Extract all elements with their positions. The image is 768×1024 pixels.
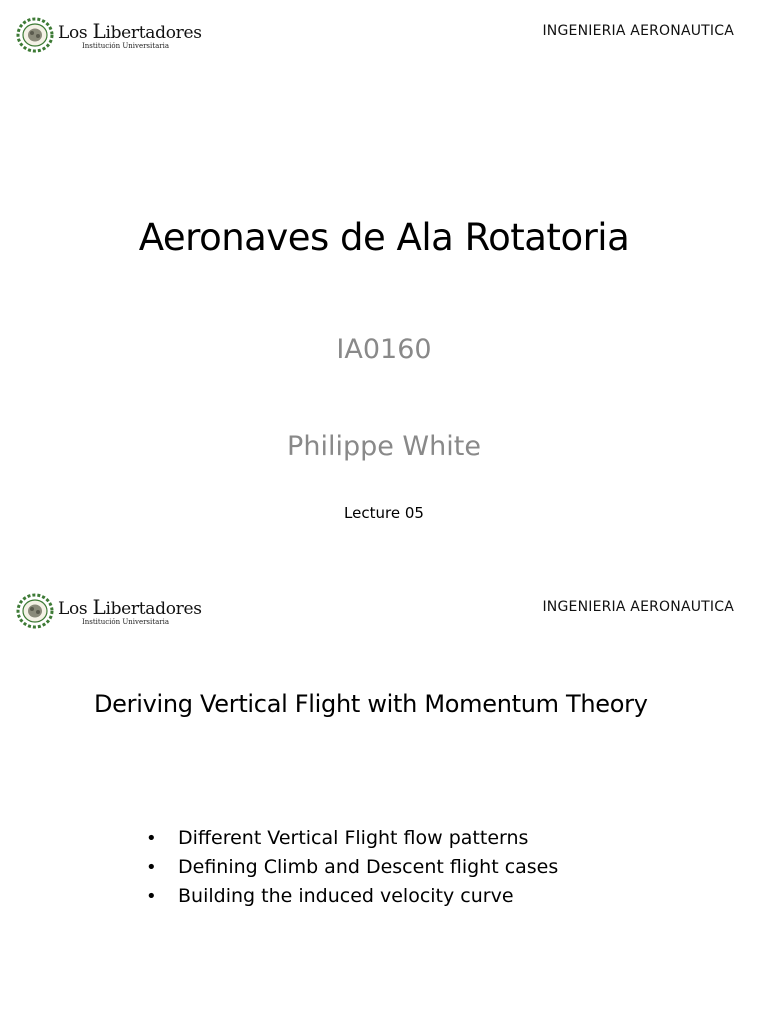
logo-name-initial: L bbox=[92, 594, 106, 619]
list-item bbox=[146, 853, 558, 882]
laurel-seal-icon bbox=[16, 593, 54, 629]
bullet-icon: • bbox=[146, 886, 157, 907]
logo-subtitle: Institución Universitaria bbox=[82, 41, 170, 50]
program-label: INGENIERIA AERONAUTICA bbox=[542, 23, 734, 39]
program-label: INGENIERIA AERONAUTICA bbox=[542, 599, 734, 615]
lecture-number: Lecture 05 bbox=[344, 504, 424, 522]
logo-name-initial: L bbox=[92, 18, 106, 43]
laurel-seal-icon bbox=[16, 17, 54, 53]
content-slide bbox=[0, 576, 768, 1024]
bullet-text: Different Vertical Flight flow patterns bbox=[178, 827, 529, 849]
bullet-icon: • bbox=[146, 857, 157, 878]
logo-name-los: Los bbox=[58, 598, 88, 619]
slide-title: Aeronaves de Ala Rotatoria bbox=[138, 216, 630, 259]
bullet-text: Building the induced velocity curve bbox=[178, 885, 514, 907]
logo-name-rest: ibertadores bbox=[105, 598, 202, 619]
logo-name-los: Los bbox=[58, 22, 88, 43]
logo-name-rest: ibertadores bbox=[105, 22, 202, 43]
university-logo bbox=[16, 17, 202, 53]
course-code: IA0160 bbox=[336, 334, 432, 365]
bullet-icon: • bbox=[146, 828, 157, 849]
slide-heading: Deriving Vertical Flight with Momentum Theory bbox=[94, 690, 648, 718]
author-name: Philippe White bbox=[287, 431, 481, 462]
logo-subtitle: Institución Universitaria bbox=[82, 617, 170, 626]
bullet-text: Defining Climb and Descent flight cases bbox=[178, 856, 559, 878]
list-item bbox=[146, 882, 558, 911]
university-logo bbox=[16, 593, 202, 629]
list-item bbox=[146, 824, 558, 853]
bullet-list bbox=[146, 824, 558, 911]
